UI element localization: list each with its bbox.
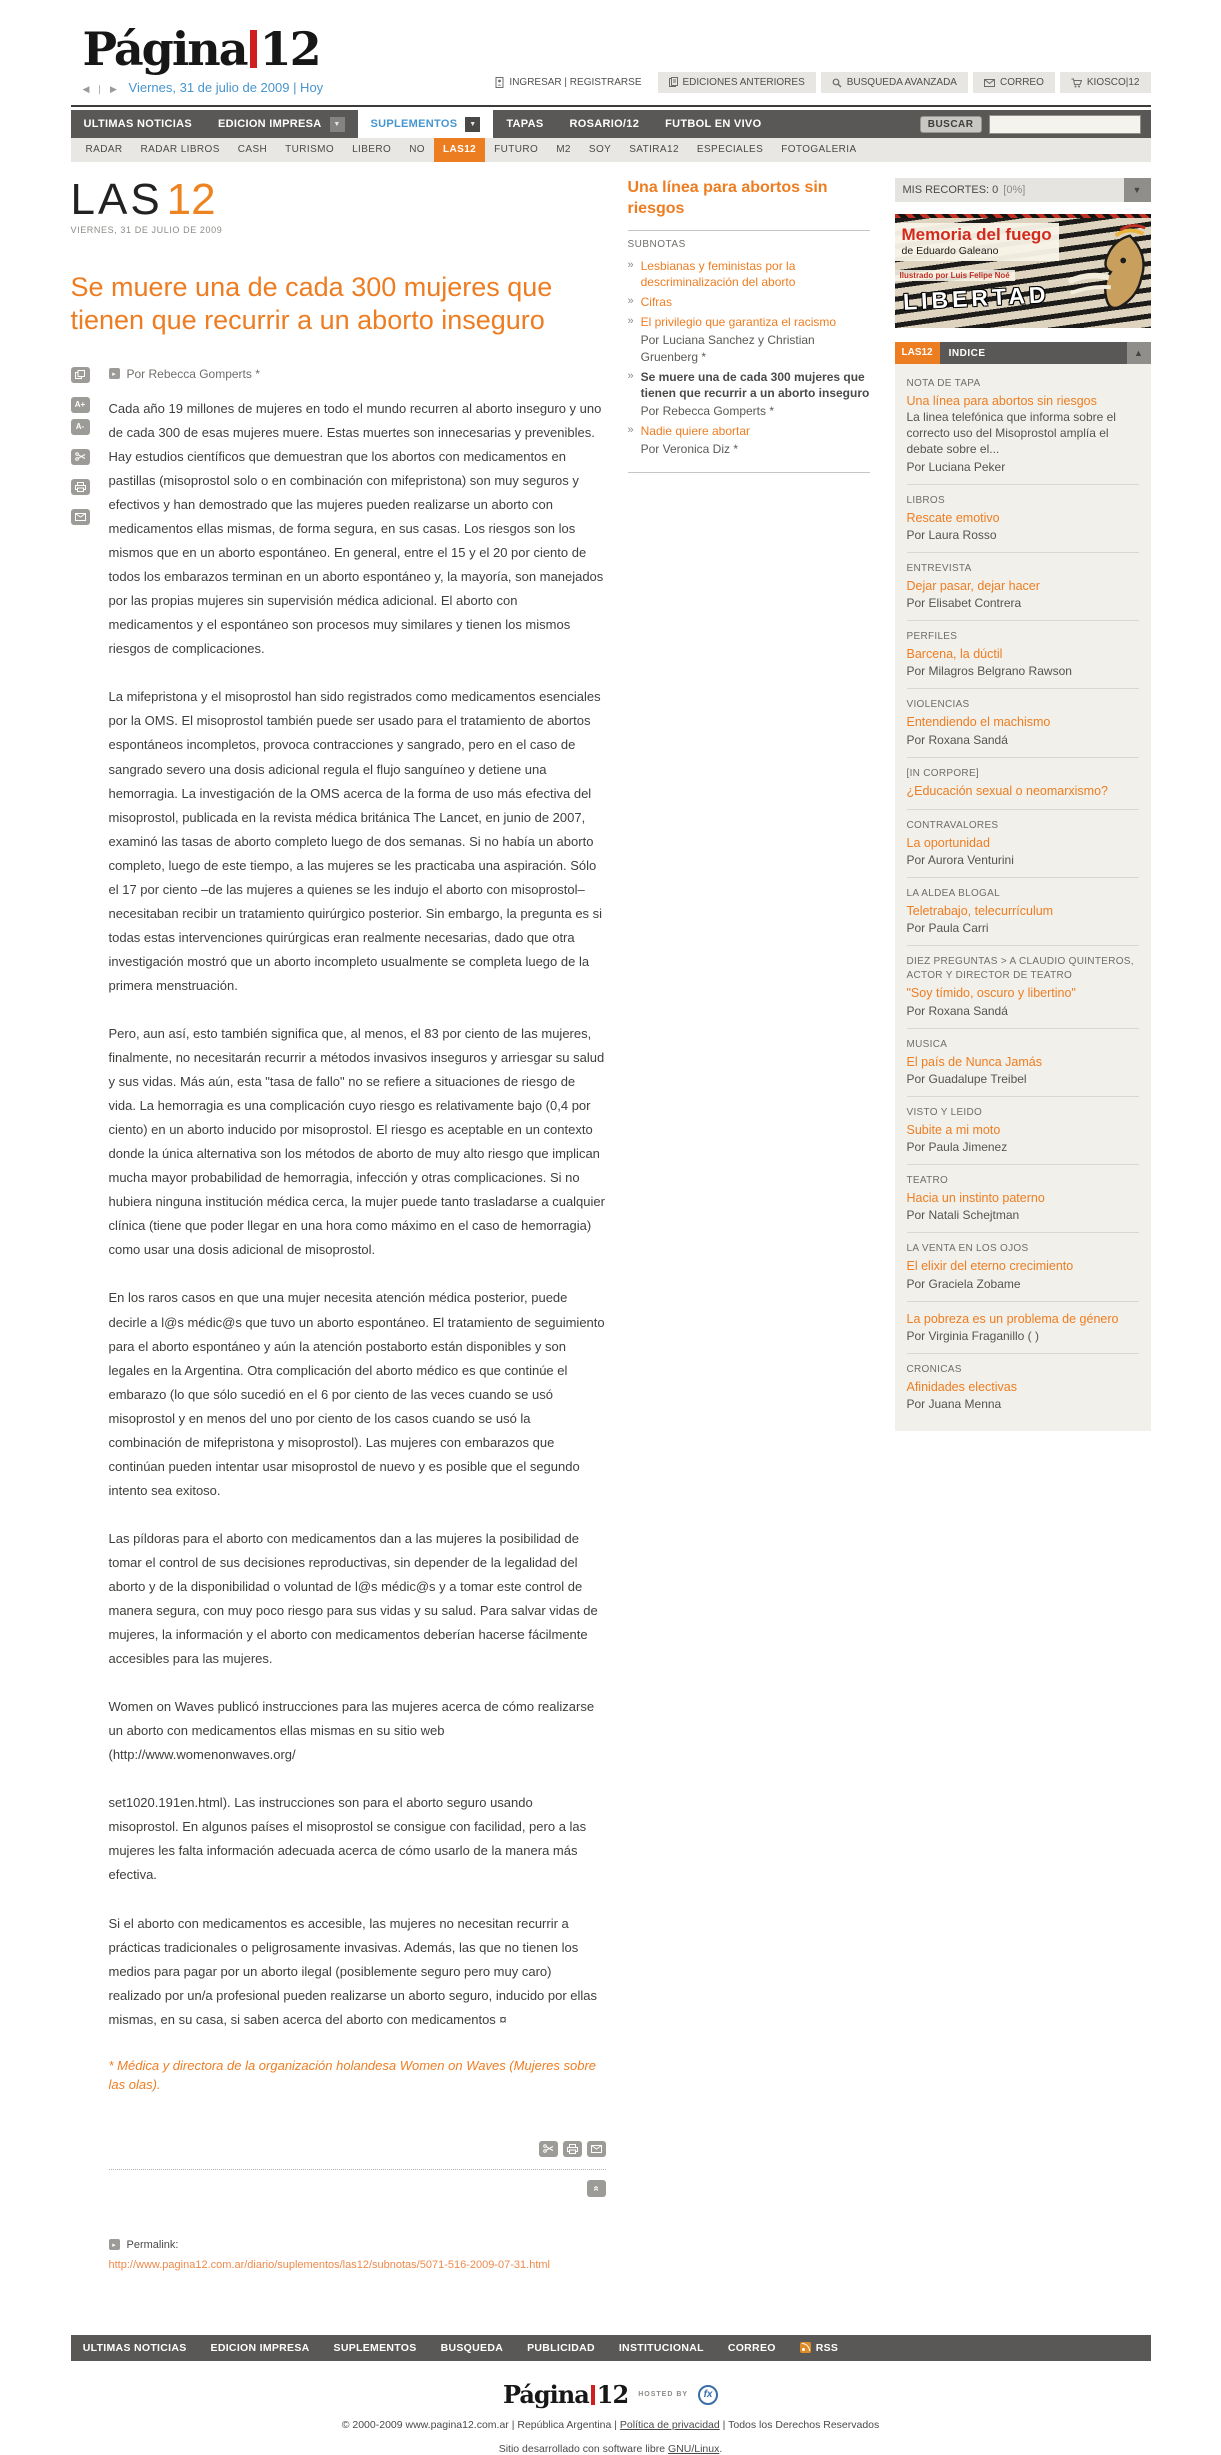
- subnotas-title[interactable]: Una línea para abortos sin riesgos: [627, 179, 828, 217]
- main-nav-item[interactable]: TAPAS: [506, 118, 544, 130]
- indice-section: VISTO Y LEIDO: [906, 1106, 983, 1118]
- logo-text-num: 12: [259, 22, 320, 76]
- article-paragraph: La mifepristona y el misoprostol han sido registrados como medicamentos esenciales por la OMS. El misoprostol también puede ser usado para el tratamiento de abortos espontáneos incompletos, provoca contracciones y sangrado, pero en el caso de sangrado severo una dosis adicional regula el flujo sanguíneo y detiene una hemorragia. La investigación de la OMS acerca de la forma de uso más efectiva del misoprostol, publicada en la revista médica británica The Lancet, en junio de 2007, examinó las tasas de aborto completo luego de dos semanas. Si no había un aborto completo, luego de este tiempo, a las mujeres se les practicaba una aspiración. Sólo el 17 por ciento –de las mujeres a quienes se les indujo el aborto con misoprostol– necesitaban recibir un tratamiento quirúrgico posterior. Sin embargo, la pregunta es si todas estas intervenciones quirúrgicas eran realmente necesarias, dado que otra investigación mostró que un aborto incompleto usualmente se completa luego de la primera menstruación.: [108, 689, 603, 993]
- indice-entry: [907, 758, 1139, 810]
- login-button[interactable]: INGRESAR | REGISTRARSE: [484, 72, 652, 93]
- utility-bar: [484, 72, 1150, 93]
- indice-list: [895, 364, 1151, 1431]
- byline-text: Por Rebecca Gomperts *: [126, 366, 260, 381]
- font-bigger-button[interactable]: A+: [71, 397, 90, 413]
- indice-description: La linea telefónica que informa sobre el correcto uso del Misoprostol amplía el debate sobre el...: [906, 410, 1116, 456]
- document-icon: [669, 77, 678, 88]
- search-input[interactable]: [989, 115, 1141, 134]
- gfx-host-logo[interactable]: fx: [698, 2385, 718, 2405]
- print-icon[interactable]: [71, 479, 90, 495]
- clip-scissors-icon[interactable]: [71, 449, 90, 465]
- mis-recortes-bar: [895, 178, 1151, 202]
- bullet-icon: »: [627, 258, 634, 271]
- hosted-by-label: HOSTED BY: [638, 2391, 689, 2399]
- promo-heading: [895, 223, 1059, 261]
- subnota-link[interactable]: Nadie quiere abortar: [640, 424, 751, 439]
- supplement-tab[interactable]: SOY: [588, 144, 612, 155]
- subnota-link[interactable]: El privilegio que garantiza el racismo: [640, 315, 837, 330]
- bullet-icon: »: [627, 369, 634, 382]
- supplement-tab[interactable]: TURISMO: [285, 144, 335, 155]
- print-icon[interactable]: [563, 2141, 582, 2157]
- cart-icon: [1071, 78, 1082, 88]
- copyright-line: © 2000-2009 www.pagina12.com.ar | República Argentina | Política de privacidad | Todos los Derechos Reservados: [341, 2418, 880, 2431]
- indice-article-link[interactable]: La oportunidad: [906, 835, 990, 850]
- indice-author: Por Paula Carri: [906, 921, 989, 936]
- header-divider: [71, 105, 1151, 107]
- bullet-icon: »: [627, 424, 634, 437]
- indice-author: Por Aurora Venturini: [906, 853, 1014, 868]
- subnota-link[interactable]: Se muere una de cada 300 mujeres que tienen que recurrir a un aborto inseguro: [640, 369, 870, 400]
- article-paragraph: Women on Waves publicó instrucciones para las mujeres acerca de cómo realizarse un aborto con medicamentos ellas mismas en su sitio web (http://www.womenonwaves.org/: [108, 1699, 595, 1763]
- recortes-percent: [0%]: [1003, 184, 1026, 196]
- chevron-up-icon: ▲: [1134, 348, 1143, 358]
- permalink-label: Permalink:: [126, 2238, 179, 2251]
- search-icon: [832, 78, 842, 88]
- subnotas-header: SUBNOTAS: [627, 238, 686, 250]
- permalink-url[interactable]: http://www.pagina12.com.ar/diario/suplementos/las12/subnotas/5071-516-2009-07-31.html: [108, 2258, 550, 2271]
- supplement-tab[interactable]: CASH: [237, 144, 268, 155]
- article-paragraph: Si el aborto con medicamentos es accesible, las mujeres no necesitan recurrir a prácticas tradicionales o peligrosamente invasivas. Además, las que no tienen los medios para pagar por un aborto ilegal (posiblemente seguro pero muy caro) realizado por un/a profesional pueden realizarse un aborto seguro, inducido por ellas mismas, en su casa, si saben acerca del aborto con medicamentos ¤: [108, 1915, 598, 2027]
- indice-article-link[interactable]: Afinidades electivas: [906, 1379, 1017, 1394]
- subnota-item: [628, 369, 870, 420]
- indice-section: LA ALDEA BLOGAL: [906, 888, 1000, 900]
- indice-section: ENTREVISTA: [906, 562, 972, 574]
- gnu-line: Sitio desarrollado con software libre GNU/Linux.: [498, 2442, 723, 2455]
- footer-link[interactable]: CORREO: [727, 2341, 776, 2354]
- byline: [109, 367, 606, 381]
- article-body: [109, 397, 606, 2032]
- indice-entry: [907, 553, 1139, 621]
- footer-link[interactable]: PUBLICIDAD: [527, 2341, 595, 2354]
- indice-entry: [907, 689, 1139, 757]
- footer-link[interactable]: RSS: [800, 2342, 839, 2354]
- indice-author: Por Laura Rosso: [906, 527, 997, 542]
- article-paragraph: set1020.191en.html). Las instrucciones son para el aborto seguro usando misoprostol. En algunos países el misoprostol se consigue con facilidad, pero a las mujeres les falta información adecuada acerca de cómo usarlo de la manera más efectiva.: [108, 1795, 587, 1883]
- main-nav-item[interactable]: ROSARIO/12: [569, 118, 640, 130]
- subnota-link[interactable]: Cifras: [640, 294, 672, 309]
- indice-article-link[interactable]: Una línea para abortos sin riesgos: [906, 394, 1097, 408]
- supplement-tab[interactable]: LAS12: [434, 138, 485, 162]
- supplement-tab[interactable]: FOTOGALERIA: [781, 144, 857, 155]
- subnota-author: Por Veronica Diz *: [640, 442, 739, 457]
- indice-entry: [907, 1302, 1139, 1354]
- promo-illustrator: Ilustrado por Luis Felipe Noé: [895, 270, 1015, 281]
- indice-author: Por Graciela Zobame: [906, 1276, 1021, 1291]
- email-icon[interactable]: [587, 2141, 606, 2157]
- supplement-tab[interactable]: SATIRA12: [629, 144, 679, 155]
- indice-article-link[interactable]: Subite a mi moto: [906, 1122, 1001, 1137]
- indice-collapse-button[interactable]: [1127, 342, 1151, 364]
- indice-article-link[interactable]: "Soy tímido, oscuro y libertino": [906, 986, 1076, 1001]
- indice-entry: [907, 1233, 1139, 1301]
- indice-section: DIEZ PREGUNTAS > A CLAUDIO QUINTEROS, ACTOR Y DIRECTOR DE TEATRO: [906, 956, 1134, 982]
- indice-section: MUSICA: [906, 1038, 948, 1050]
- indice-author: Por Guadalupe Treibel: [906, 1071, 1027, 1086]
- recortes-label: MIS RECORTES:: [902, 184, 990, 196]
- indice-author: Por Roxana Sandá: [906, 1003, 1008, 1018]
- promo-title: Memoria del fuego: [901, 225, 1052, 244]
- chevron-down-icon: ▼: [1132, 185, 1142, 195]
- article-footnote: * Médica y directora de la organización holandesa Women on Waves (Mujeres sobre las olas).: [108, 2057, 597, 2093]
- indice-section: [IN CORPORE]: [906, 767, 979, 779]
- kiosco-button[interactable]: KIOSCO|12: [1060, 72, 1151, 93]
- article-tools-rail: [71, 367, 93, 2271]
- user-icon: [495, 77, 504, 88]
- gnu-linux-link[interactable]: GNU/Linux: [667, 2442, 720, 2455]
- back-to-top-button[interactable]: »: [587, 2180, 606, 2197]
- subnota-item: [628, 314, 870, 365]
- advanced-search-button[interactable]: BUSQUEDA AVANZADA: [821, 72, 968, 93]
- footer-link[interactable]: ULTIMAS NOTICIAS: [82, 2341, 187, 2354]
- indice-entry: [907, 1165, 1139, 1233]
- footer-link[interactable]: INSTITUCIONAL: [618, 2341, 704, 2354]
- email-icon[interactable]: [71, 509, 90, 525]
- supplement-tab[interactable]: M2: [556, 144, 571, 155]
- recortes-count: 0: [992, 184, 999, 196]
- footer-link[interactable]: SUPLEMENTOS: [333, 2341, 417, 2354]
- memoria-del-fuego-ad[interactable]: [895, 214, 1151, 328]
- supplement-tab[interactable]: ESPECIALES: [696, 144, 764, 155]
- indice-label: INDICE: [948, 347, 986, 359]
- indice-article-link[interactable]: Dejar pasar, dejar hacer: [906, 578, 1040, 593]
- indice-article-link[interactable]: Barcena, la dúctil: [906, 647, 1003, 662]
- font-smaller-button[interactable]: A-: [71, 419, 90, 435]
- indice-entry: [907, 1097, 1139, 1165]
- share-window-icon[interactable]: [71, 367, 90, 383]
- subnota-item: [628, 258, 870, 290]
- bullet-icon: »: [627, 315, 634, 328]
- buscar-button[interactable]: BUSCAR: [920, 116, 982, 133]
- supplement-tab[interactable]: FUTURO: [494, 144, 539, 155]
- footer-logo-row: [71, 2379, 1151, 2409]
- article-column: [70, 175, 606, 2271]
- chevron-down-icon[interactable]: ▼: [330, 117, 345, 132]
- supplements-nav: [71, 138, 1151, 162]
- right-sidebar: [895, 178, 1151, 1431]
- footer-nav: [71, 2335, 1151, 2361]
- promo-artwork-word: LIBERTAD: [901, 281, 1050, 315]
- indice-author: Por Roxana Sandá: [906, 732, 1008, 747]
- indice-brand-badge: LAS12: [895, 342, 940, 364]
- supplement-tab[interactable]: RADAR LIBROS: [140, 144, 220, 155]
- logo-red-bar-icon: [591, 2385, 595, 2405]
- indice-author: Por Natali Schejtman: [906, 1208, 1020, 1223]
- indice-article-link[interactable]: El país de Nunca Jamás: [906, 1054, 1042, 1069]
- indice-section: CONTRAVALORES: [906, 819, 999, 831]
- supplement-tab[interactable]: RADAR: [85, 144, 123, 155]
- logo-red-bar-icon: [250, 30, 257, 68]
- indice-header: [895, 342, 1151, 364]
- permalink-arrow-icon: ▸: [109, 2239, 120, 2250]
- pagina12-logo[interactable]: [82, 22, 320, 76]
- article-paragraph: Cada año 19 millones de mujeres en todo el mundo recurren al aborto inseguro y uno de cada 300 de esas mujeres muere. Estas muertes son innecesarias y prevenibles. Hay estudios científicos que demuestran que los abortos con medicamentos en pastillas (misoprostol solo o en combinación con mifepristona) son muy seguros y efectivos y han demostrado que las mujeres pueden realizarse un aborto con medicamentos ellas mismas, de forma segura, en sus casas. Los riesgos son los mismos que en un aborto espontáneo. En general, entre el 15 y el 20 por ciento de todos los embarazos terminan en un aborto espontáneo y, la mayoría, son manejados por las propias mujeres sin supervisión médica adicional. El aborto con medicamentos y el espontáneo son procesos muy similares y tienen los mismos riesgos de complicaciones.: [108, 400, 604, 657]
- previous-editions-button[interactable]: EDICIONES ANTERIORES: [658, 72, 816, 93]
- indice-author: Por Juana Menna: [906, 1397, 1002, 1412]
- face-artwork-icon: [1063, 224, 1149, 325]
- indice-entry: [907, 1354, 1139, 1421]
- indice-author: Por Milagros Belgrano Rawson: [906, 664, 1072, 679]
- article-paragraph: Las píldoras para el aborto con medicamentos dan a las mujeres la posibilidad de tomar el control de sus decisiones reproductivas, sin depender de la legalidad del aborto y de la disponibilidad o voluntad de l@s médic@s y a tomar este control de manera segura, con muy poco riesgo para sus vidas y su salud. Para salvar vidas de mujeres, la información y el aborto con medicamentos deberían hacerse fácilmente accesibles para las mujeres.: [108, 1530, 598, 1667]
- promo-author: de Eduardo Galeano: [901, 245, 999, 257]
- indice-section: LIBROS: [906, 494, 945, 506]
- indice-article-link[interactable]: Entendiendo el machismo: [906, 715, 1051, 730]
- logo-text-main: Página: [82, 22, 247, 76]
- indice-entry: [907, 1029, 1139, 1097]
- clip-scissors-icon[interactable]: [539, 2141, 558, 2157]
- chevron-down-icon[interactable]: ▼: [465, 117, 480, 132]
- indice-section: LA VENTA EN LOS OJOS: [906, 1243, 1029, 1255]
- byline-arrow-icon: ▸: [109, 368, 120, 379]
- indice-section: CRONICAS: [906, 1363, 962, 1375]
- mail-button[interactable]: CORREO: [973, 72, 1055, 93]
- indice-entry: [907, 621, 1139, 689]
- indice-entry: [907, 878, 1139, 946]
- indice-section: VIOLENCIAS: [906, 699, 970, 711]
- indice-entry: [907, 810, 1139, 878]
- article-paragraph: Pero, aun así, esto también significa que, al menos, el 83 por ciento de las mujeres, finalmente, no necesitarán recurrir a métodos invasivos inseguros y arriesgar su salud y sus vidas. Más aún, esta "tasa de fallo" no se refiere a situaciones de riesgo de vida. La hemorragia es una complicación cuyo riesgo es relativamente bajo (0,4 por ciento) en un aborto inducido por misoprostol. El riesgo es aceptable en un contexto donde la única alternativa son los métodos de aborto de muy alto riesgo que implican mucha mayor probabilidad de hemorragia, infección y otras complicaciones. Si no hubiera ninguna institución médica cerca, la mujer puede tanto trasladarse a cualquier clínica (tiene que poder llegar en una hora como máximo en el caso de hemorragia) como usar una dosis adicional de misoprostol.: [108, 1026, 605, 1258]
- dotted-divider: [109, 2169, 606, 2170]
- indice-author: Por Elisabet Contrera: [906, 596, 1022, 611]
- main-nav-item[interactable]: EDICION IMPRESA ▼: [205, 110, 358, 138]
- indice-entry: [907, 368, 1139, 485]
- indice-author: Por Paula Jimenez: [906, 1140, 1008, 1155]
- supplement-tab[interactable]: NO: [409, 144, 425, 155]
- subnota-author: Por Rebecca Gomperts *: [640, 404, 775, 419]
- divider: [628, 472, 870, 473]
- indice-entry: [907, 946, 1139, 1028]
- indice-article-link[interactable]: El elixir del eterno crecimiento: [906, 1259, 1074, 1274]
- indice-author: Por Luciana Peker: [906, 459, 1006, 474]
- indice-entry: [907, 485, 1139, 553]
- subnota-item: [628, 294, 870, 310]
- main-nav-item[interactable]: FUTBOL EN VIVO: [665, 118, 762, 130]
- main-nav-item[interactable]: ULTIMAS NOTICIAS: [83, 118, 192, 130]
- indice-article-link[interactable]: Hacia un instinto paterno: [906, 1191, 1045, 1206]
- article-paragraph: En los raros casos en que una mujer necesita atención médica posterior, puede decirle a l@s médic@s que tuvo un aborto espontáneo. El tratamiento de seguimiento para el aborto espontáneo y aún la atención postaborto están disponibles y son legales en la Argentina. Otra complicación del aborto médico es que continúe el embarazo (lo que sólo sucedió en el 6 por ciento de las veces cuando se usó misoprostol y en menos del uno por ciento de los casos cuando se usó la combinación de mifepristona y misoprostol). Las mujeres con embarazos que continúan pueden intentar usar misoprostol de nuevo y es posible que el segundo intento sea exitoso.: [108, 1290, 605, 1498]
- indice-section: NOTA DE TAPA: [906, 378, 981, 389]
- bullet-icon: »: [627, 294, 634, 307]
- subnotas-list: [628, 258, 870, 458]
- indice-section: TEATRO: [906, 1175, 949, 1187]
- subnotas-column: [628, 178, 870, 473]
- main-nav-item[interactable]: SUPLEMENTOS ▼: [358, 110, 494, 138]
- supplement-tab[interactable]: LIBERO: [352, 144, 392, 155]
- date-text[interactable]: Viernes, 31 de julio de 2009 | Hoy: [128, 80, 324, 95]
- privacy-policy-link[interactable]: Política de privacidad: [619, 2418, 720, 2431]
- footer-link[interactable]: EDICION IMPRESA: [210, 2341, 310, 2354]
- article-title: Se muere una de cada 300 mujeres que tienen que recurrir a un aborto inseguro: [70, 272, 553, 335]
- subnota-item: [628, 423, 870, 457]
- permalink-label-row: [109, 2239, 606, 2251]
- page: [71, 0, 1151, 2455]
- rss-icon: [800, 2342, 811, 2353]
- subnota-link[interactable]: Lesbianas y feministas por la descriminalización del aborto: [640, 258, 796, 289]
- indice-section: PERFILES: [906, 631, 958, 643]
- indice-article-link[interactable]: Rescate emotivo: [906, 510, 1000, 525]
- las12-logo: LAS12: [70, 175, 216, 224]
- indice-article-link[interactable]: ¿Educación sexual o neomarxismo?: [906, 783, 1108, 798]
- date-prev-next-icon[interactable]: ◀ ❘ ▶: [82, 84, 119, 94]
- footer-link[interactable]: BUSQUEDA: [440, 2341, 504, 2354]
- share-row: [109, 2141, 606, 2157]
- mail-icon: [984, 79, 995, 87]
- divider: [628, 230, 870, 231]
- article-date: VIERNES, 31 DE JULIO DE 2009: [70, 225, 223, 235]
- pagina12-footer-logo[interactable]: Página 12: [502, 2379, 629, 2409]
- indice-article-link[interactable]: Teletrabajo, telecurrículum: [906, 904, 1054, 919]
- indice-article-link[interactable]: La pobreza es un problema de género: [906, 1311, 1119, 1326]
- indice-author: Por Virginia Fraganillo ( ): [906, 1328, 1039, 1343]
- subnota-author: Por Luciana Sanchez y Christian Gruenberg *: [640, 333, 815, 364]
- masthead: [71, 22, 1151, 95]
- recortes-dropdown-button[interactable]: [1124, 178, 1151, 202]
